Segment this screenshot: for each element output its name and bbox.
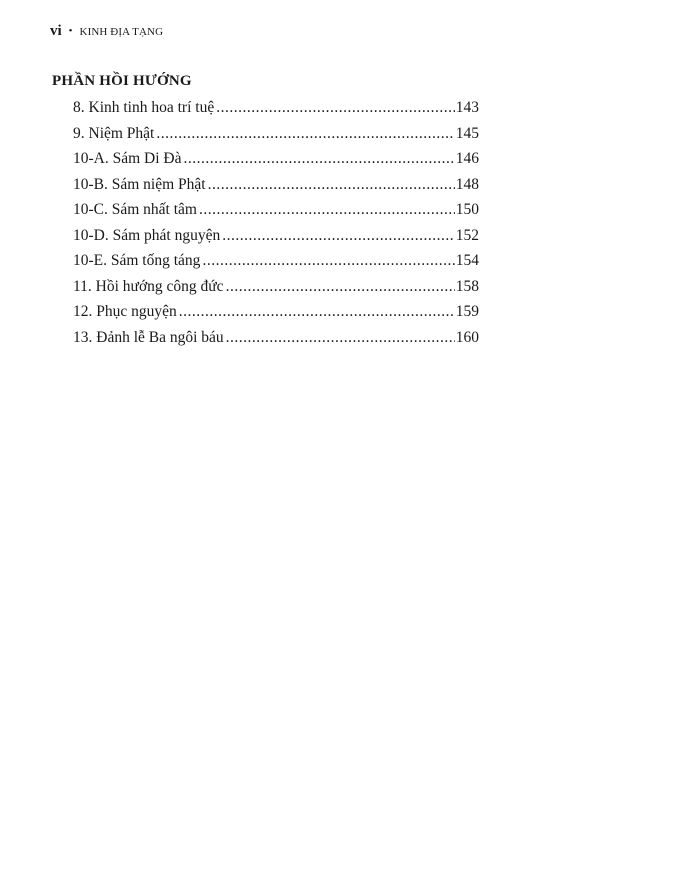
page-number: vi [50,23,62,39]
toc-entry-title: 9. Niệm Phật [73,124,155,142]
toc-entry-page: 160 [455,328,479,346]
toc-entry-title: 11. Hồi hướng công đức [73,277,224,295]
toc-dot-leader [156,121,454,147]
toc-dot-leader [216,95,455,121]
toc-entry-page: 146 [455,150,479,167]
toc-entry-page: 158 [455,277,479,295]
toc-entry[interactable] [73,146,479,172]
section-heading: PHẦN HỒI HƯỚNG [52,73,192,89]
toc-entry[interactable] [73,248,479,274]
toc-entry-page: 143 [455,99,479,116]
toc-entry-title: 10-B. Sám niệm Phật [73,175,206,193]
toc-entry-title: 10-D. Sám phát nguyện [73,226,221,244]
toc-dot-leader [222,223,455,249]
toc-entry[interactable] [73,121,479,147]
toc-entry[interactable] [73,172,479,198]
toc-entry-page: 152 [455,226,479,244]
running-header [50,22,163,41]
toc-dot-leader [202,248,454,274]
toc-entry[interactable] [73,325,479,351]
toc-dot-leader [184,146,455,172]
toc-entry-page: 150 [455,201,479,218]
toc-entry-title: 10-C. Sám nhất tâm [73,201,197,218]
toc-entry[interactable] [73,95,479,121]
toc-entry-page: 159 [455,303,479,320]
toc-dot-leader [208,172,455,198]
toc-entry[interactable] [73,274,479,300]
toc-dot-leader [199,197,455,223]
toc-entry-title: 10-E. Sám tống táng [73,252,201,269]
toc-entry-title: 10-A. Sám Di Đà [73,150,182,167]
book-title: KINH ĐỊA TẠNG [79,26,164,38]
toc-dot-leader [179,299,455,325]
header-separator: • [68,25,73,37]
toc-entry-title: 13. Đảnh lễ Ba ngôi báu [73,328,224,346]
toc-dot-leader [226,325,455,351]
toc-entry[interactable] [73,197,479,223]
toc-entry-page: 148 [455,175,479,193]
toc-entry-title: 8. Kinh tinh hoa trí tuệ [73,99,215,116]
toc-entry[interactable] [73,299,479,325]
toc-entry-page: 154 [455,252,479,269]
toc-entry-page: 145 [455,124,479,142]
toc-entry[interactable] [73,223,479,249]
toc-entry-title: 12. Phục nguyện [73,303,177,320]
table-of-contents [73,95,479,350]
toc-dot-leader [226,274,455,300]
